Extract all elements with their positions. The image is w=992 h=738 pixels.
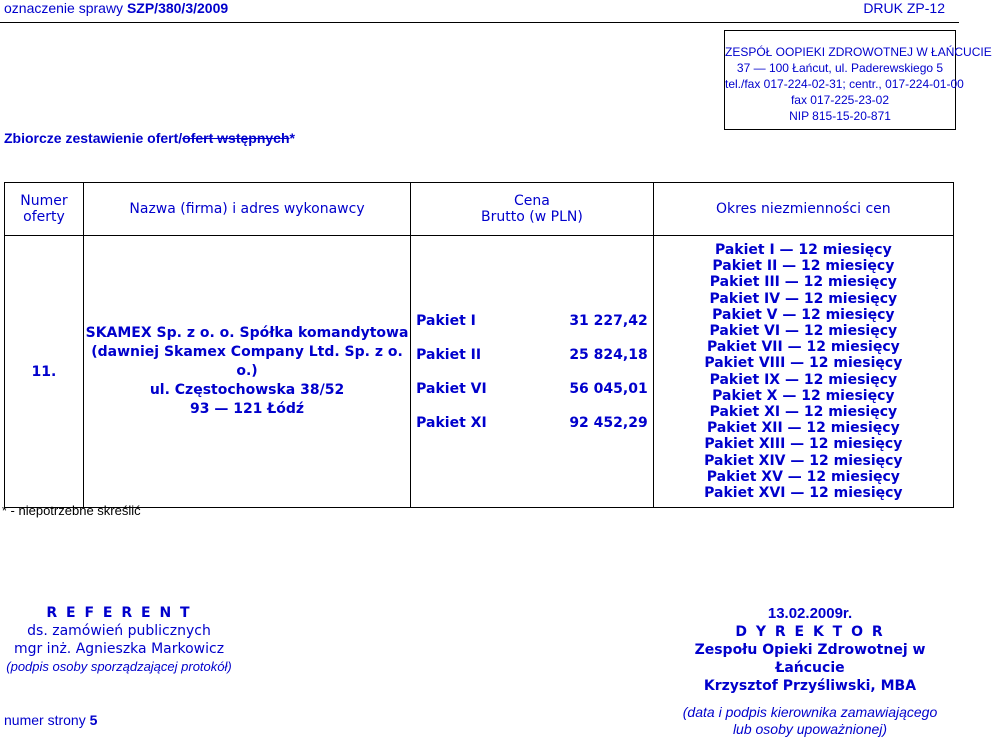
price-list: [412, 304, 652, 440]
referent-signature: [4, 604, 234, 676]
firm-line: 93 — 121 Łódź: [189, 401, 305, 418]
period-line: Pakiet X — 12 miesięcy: [712, 387, 895, 404]
director-note: [670, 704, 950, 738]
offers-table: [1, 182, 954, 519]
price-package: Pakiet I: [416, 312, 476, 329]
price-cell: [411, 236, 654, 508]
referent-role: R E F E R E N T: [46, 605, 192, 621]
director-org: Zespołu Opieki Zdrowotnej w Łańcucie: [694, 642, 926, 676]
summary-struck: ofert wstępnych: [182, 130, 290, 146]
referent-name: mgr inż. Agnieszka Markowicz: [13, 641, 225, 657]
period-line: Pakiet VIII — 12 miesięcy: [704, 355, 903, 372]
stamp-line: 37 — 100 Łańcut, ul. Paderewskiego 5: [736, 61, 944, 75]
page-number-value: 5: [89, 712, 98, 728]
period-line: Pakiet XIII — 12 miesięcy: [704, 436, 903, 453]
stamp-line: ZESPÓŁ OOPIEKI ZDROWOTNEJ W ŁAŃCUCIE: [725, 45, 992, 59]
firm-line: SKAMEX Sp. z o. o. Spółka komandytowa: [85, 325, 409, 342]
document-header: [0, 0, 959, 23]
firm-line: ul. Częstochowska 38/52: [149, 382, 345, 399]
table-header-row: [5, 183, 954, 236]
form-code: DRUK ZP-12: [863, 0, 945, 16]
director-role: D Y R E K T O R: [735, 624, 885, 640]
case-number: SZP/380/3/2009: [126, 0, 229, 16]
director-name: Krzysztof Przyśliwski, MBA: [703, 678, 917, 694]
summary-prefix: Zbiorcze zestawienie ofert/: [4, 130, 183, 146]
header-price-line2: Brutto (w PLN): [481, 209, 583, 225]
page-number: [4, 712, 97, 728]
price-amount: 92 452,29: [569, 414, 648, 431]
signature-date: 13.02.2009r.: [767, 605, 853, 622]
price-package: Pakiet VI: [416, 380, 487, 397]
price-row: [412, 338, 652, 372]
period-line: Pakiet XVI — 12 miesięcy: [704, 485, 903, 502]
firm-line: (dawniej Skamex Company Ltd. Sp. z o. o.): [91, 344, 403, 380]
summary-title: [4, 130, 295, 146]
table-row: [5, 236, 954, 508]
price-package: Pakiet XI: [416, 414, 487, 431]
price-row: [412, 372, 652, 406]
period-line: Pakiet V — 12 miesięcy: [712, 306, 895, 323]
summary-suffix: *: [289, 130, 295, 146]
director-signature: [670, 605, 950, 738]
header-firm: Nazwa (firma) i adres wykonawcy: [83, 183, 410, 236]
price-amount: 25 824,18: [569, 346, 648, 363]
institution-stamp: [724, 30, 992, 130]
director-note-line1: (data i podpis kierownika zamawiającego: [682, 704, 938, 720]
price-amount: 31 227,42: [569, 312, 648, 329]
period-line: Pakiet I — 12 miesięcy: [714, 242, 892, 258]
header-price: [411, 183, 654, 236]
period-line: Pakiet III — 12 miesięcy: [709, 274, 897, 291]
stamp-line: fax 017-225-23-02: [790, 93, 890, 107]
referent-note: (podpis osoby sporządzającej protokół): [6, 659, 232, 674]
director-note-line2: lub osoby upoważnionej): [732, 721, 888, 737]
case-label: oznaczenie sprawy: [4, 0, 124, 16]
period-line: Pakiet VI — 12 miesięcy: [709, 323, 898, 340]
referent-dept: ds. zamówień publicznych: [27, 623, 211, 639]
header-price-line1: Cena: [514, 193, 550, 209]
header-number: Numer oferty: [5, 183, 84, 236]
page-label: numer strony: [4, 712, 86, 728]
period-line: Pakiet IV — 12 miesięcy: [709, 290, 898, 307]
case-reference: [4, 0, 228, 16]
stamp-line: tel./fax 017-224-02-31; centr., 017-224-01-00: [725, 77, 964, 91]
period-line: Pakiet II — 12 miesięcy: [712, 258, 895, 275]
header-period: Okres niezmienności cen: [653, 183, 953, 236]
period-line: Pakiet XII — 12 miesięcy: [706, 420, 900, 437]
period-line: Pakiet XV — 12 miesięcy: [706, 468, 900, 485]
price-row: [412, 304, 652, 338]
offer-number: 11.: [5, 236, 84, 508]
firm-details: [85, 324, 409, 419]
period-line: Pakiet IX — 12 miesięcy: [709, 371, 898, 388]
period-line: Pakiet VII — 12 miesięcy: [706, 339, 900, 356]
period-line: Pakiet XIV — 12 miesięcy: [704, 452, 903, 469]
stamp-line: NIP 815-15-20-871: [789, 109, 891, 123]
price-package: Pakiet II: [416, 346, 482, 363]
period-cell: [653, 236, 953, 508]
period-line: Pakiet XI — 12 miesięcy: [709, 404, 898, 421]
footnote: * - niepotrzebne skreślić: [1, 503, 141, 519]
price-amount: 56 045,01: [569, 380, 648, 397]
price-row: [412, 406, 652, 440]
